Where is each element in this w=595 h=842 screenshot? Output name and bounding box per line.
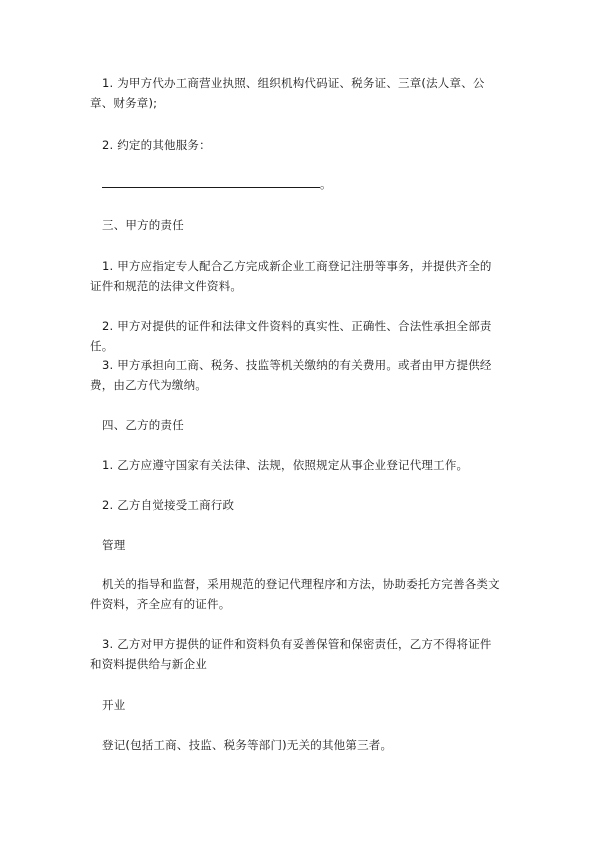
party-b-clause-2-continued: 机关的指导和监督，采用规范的登记代理程序和方法，协助委托方完善各类文件资料，齐全应有的证件。 (90, 577, 500, 611)
clause-service-2: 2. 约定的其他服务： (102, 138, 211, 152)
clause-service-1: 1. 为甲方代办工商营业执照、组织机构代码证、税务证、三章(法人章、公章、财务章); (90, 76, 485, 110)
party-b-clause-3-opening: 开业 (102, 698, 126, 712)
party-b-clause-2-management: 管理 (102, 538, 126, 552)
blank-line-terminator: 。 (320, 177, 332, 191)
fill-in-underline (102, 175, 320, 188)
party-b-clause-3-continued: 登记(包括工商、技监、税务等部门)无关的其他第三者。 (102, 738, 393, 752)
party-b-clause-3: 3. 乙方对甲方提供的证件和资料负有妥善保管和保密责任，乙方不得将证件和资料提供给与新企业 (90, 637, 492, 671)
blank-fill-line (90, 174, 502, 194)
party-b-clause-2: 2. 乙方自觉接受工商行政 (102, 498, 235, 512)
section-heading-party-a: 三、甲方的责任 (102, 218, 184, 232)
party-b-clause-1: 1. 乙方应遵守国家有关法律、法规，依照规定从事企业登记代理工作。 (102, 458, 469, 472)
party-a-clause-2: 2. 甲方对提供的证件和法律文件资料的真实性、正确性、合法性承担全部责任。 (90, 319, 492, 353)
party-a-clause-1: 1. 甲方应指定专人配合乙方完成新企业工商登记注册等事务，并提供齐全的证件和规范的法律文件资料。 (90, 259, 492, 293)
party-a-clause-3: 3. 甲方承担向工商、税务、技监等机关缴纳的有关费用。或者由甲方提供经费，由乙方代为缴纳。 (90, 358, 492, 392)
section-heading-party-b: 四、乙方的责任 (102, 418, 184, 432)
